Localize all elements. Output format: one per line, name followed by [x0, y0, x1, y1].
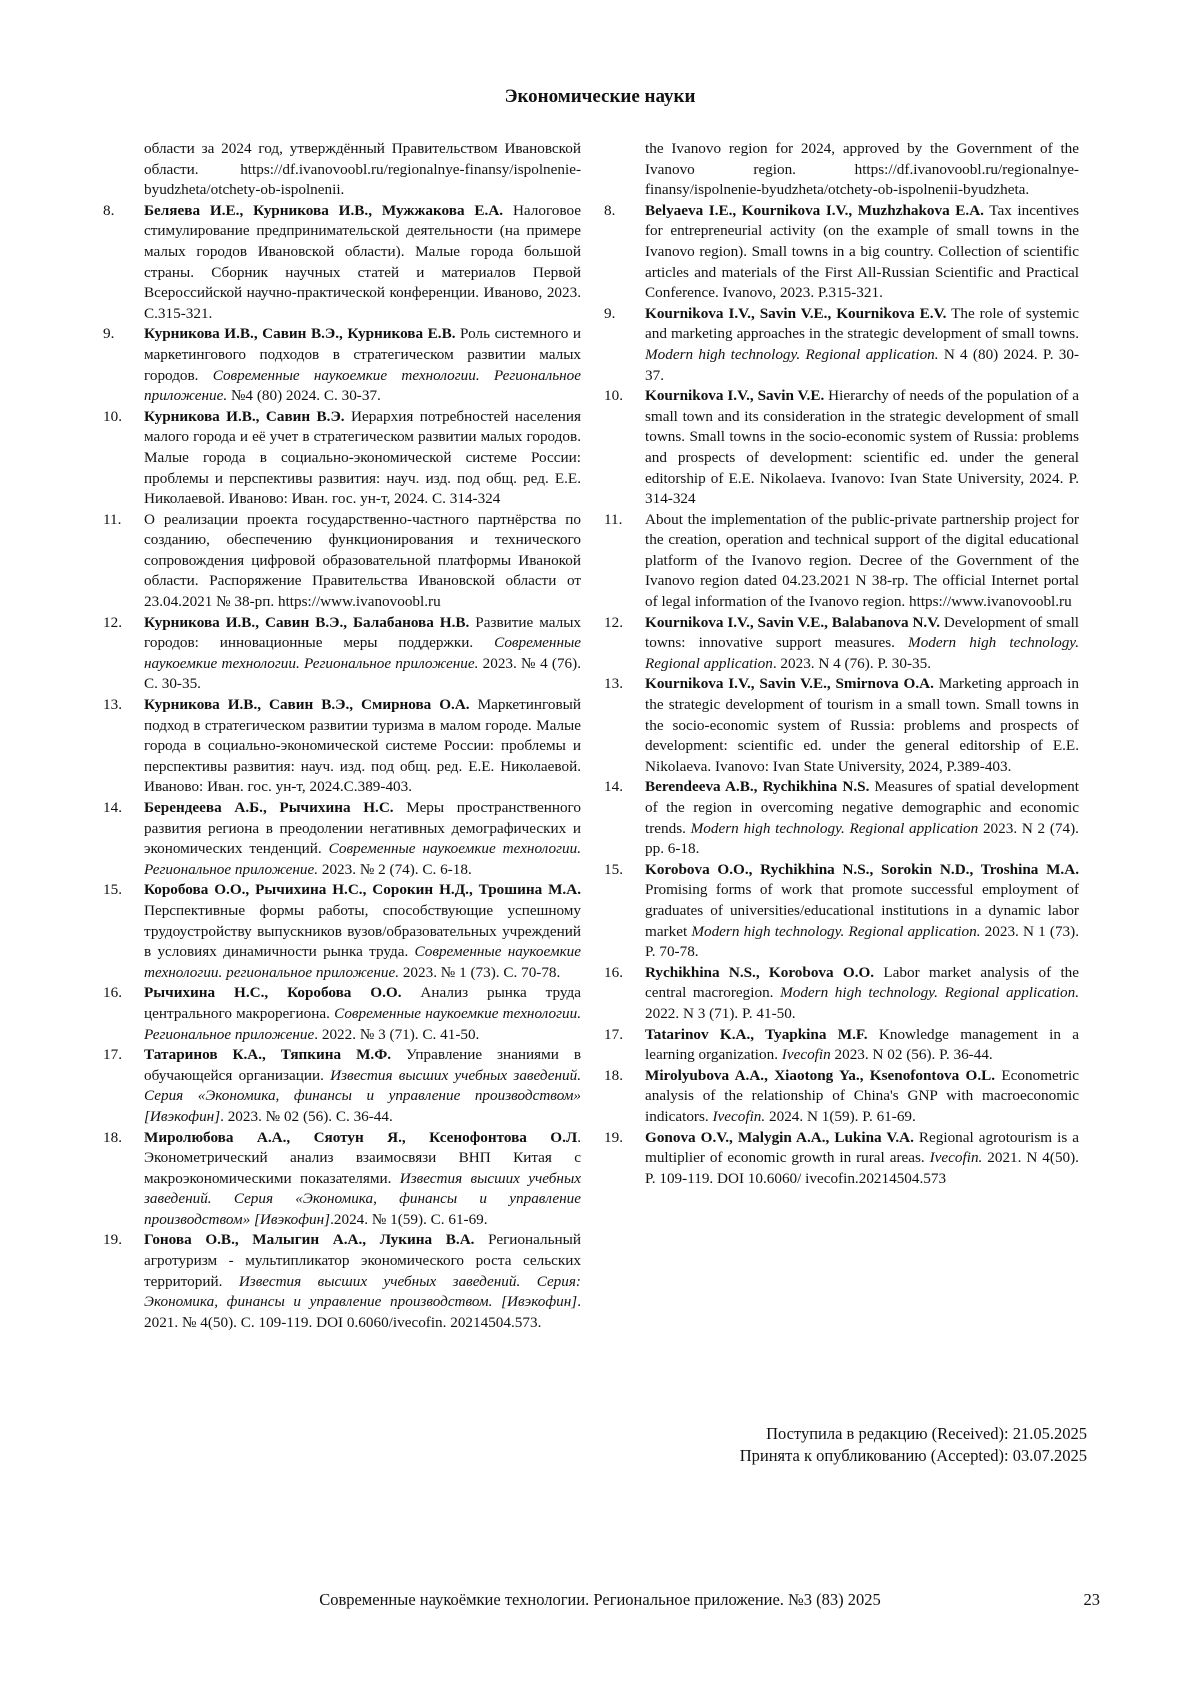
reference-authors: Kournikova I.V., Savin V.E., Kournikova E.V.	[645, 304, 947, 322]
reference-text: .2024. № 1(59). С. 61-69.	[330, 1210, 488, 1228]
reference-text: 2023. № 1 (73). С. 70-78.	[399, 963, 561, 981]
reference-item	[103, 695, 581, 798]
reference-authors: Беляева И.Е., Курникова И.В., Мужжакова Е.А.	[144, 201, 504, 219]
reference-authors: Korobova O.O., Rychikhina N.S., Sorokin N.D., Troshina M.A.	[645, 860, 1079, 878]
reference-authors: Берендеева А.Б., Рычихина Н.С.	[144, 799, 394, 816]
reference-number: 17.	[103, 1046, 122, 1064]
reference-item	[604, 201, 1079, 304]
reference-authors: Курникова И.В., Савин В.Э., Смирнова О.А.	[144, 696, 470, 714]
reference-text: . 2023. N 4 (76). P. 30-35.	[772, 654, 932, 672]
reference-number: 18.	[103, 1128, 122, 1146]
reference-text: N 4 (80) 2024. P. 30-37.	[645, 345, 1079, 384]
reference-item	[103, 510, 581, 613]
reference-item	[103, 880, 581, 983]
reference-text: 2023. N 02 (56). P. 36-44.	[830, 1046, 993, 1064]
reference-text: . 2022. № 3 (71). С. 41-50.	[314, 1025, 480, 1043]
reference-number: 11.	[103, 510, 122, 528]
reference-text: Measures of spatial development of the region in overcoming negative demographic and economic trends.	[645, 778, 1079, 837]
reference-source: Известия высших учебных заведений. Серия: Экономика, финансы и управление производством. [Ивэкофин]	[144, 1272, 581, 1311]
reference-text: О реализации проекта государственно-частного партнёрства по созданию, обеспечению функционирования и технического сопровождения цифровой образовательной платформы Иванокой области. Распоряжение Правительства Ивановской области от 23.04.2021 № 38-рп. https://www.ivanovoobl.ru	[144, 510, 581, 611]
reference-text: About the implementation of the public-private partnership project for the creation, operation and technical support of the digital educational platform of the Ivanovo region. Decree of the Government of the Ivanovo region dated 04.23.2021 N 38-rp. The official Internet portal of legal information of the Ivanovo region. https://www.ivanovoobl.ru	[645, 510, 1079, 611]
reference-number: 14.	[604, 778, 623, 796]
reference-item	[103, 139, 581, 201]
reference-text: 2022. N 3 (71). P. 41-50.	[645, 1004, 796, 1022]
reference-item	[103, 1045, 581, 1127]
reference-source: Ivecofin.	[929, 1149, 983, 1167]
reference-text: Promising forms of work that promote successful employment of graduates of universities/educational institutions in a dynamic labor market	[645, 881, 1079, 940]
reference-number: 18.	[604, 1066, 623, 1084]
reference-text: Налоговое стимулирование предпринимательской деятельности (на примере малых городов Ивановской области). Малые города большой страны. Сборник научных статей и материалов Первой Всероссийской научно-практической конференции. Иваново, 2023. С.315-321.	[144, 201, 581, 322]
reference-authors: Рычихина Н.С., Коробова О.О.	[144, 984, 402, 1002]
reference-source: Modern high technology. Regional application	[690, 819, 979, 837]
reference-text: Региональный агротуризм - мультипликатор экономического роста сельских территорий.	[144, 1231, 581, 1290]
journal-footer: Современные наукоёмкие технологии. Региональное приложение. №3 (83) 2025	[319, 1590, 881, 1609]
reference-item	[604, 1066, 1079, 1128]
reference-authors: Kournikova I.V., Savin V.E.	[645, 387, 825, 405]
reference-number: 15.	[604, 860, 623, 878]
reference-item	[604, 860, 1079, 963]
reference-item	[103, 201, 581, 325]
reference-text: №4 (80) 2024. С. 30-37.	[227, 387, 381, 405]
reference-text: Tax incentives for entrepreneurial activity (on the example of small towns in the Ivanovo region). Small towns in a big country. Collection of scientific articles and materials of the First All-Russian Scientific and Practical Conference. Ivanovo, 2023. P.315-321.	[645, 201, 1079, 302]
reference-text: Анализ рынка труда центрального макрорегиона.	[144, 984, 582, 1022]
reference-number: 19.	[604, 1128, 623, 1146]
reference-text: Development of small towns: innovative support measures.	[645, 613, 1080, 652]
reference-item	[103, 407, 581, 510]
reference-number: 12.	[604, 613, 623, 631]
reference-number: 16.	[103, 984, 122, 1002]
reference-text: Hierarchy of needs of the population of a small town and its consideration in the strategic development of small towns. Small towns in the socio-economic system of Russia: problems and prospects of development: scientific ed. under the general editorship of E.E. Nikolaeva. Ivanovo: Ivan State University, 2024. P. 314-324	[645, 387, 1079, 508]
reference-item	[103, 1230, 581, 1333]
reference-text: Роль системного и маркетингового подходов в стратегическом развитии малых городов.	[144, 325, 582, 384]
reference-number: 9.	[604, 304, 616, 322]
reference-text: 2023. N 2 (74). pp. 6-18.	[645, 819, 1079, 858]
reference-number: 8.	[604, 201, 616, 219]
reference-text: Labor market analysis of the central macroregion.	[645, 963, 1079, 1002]
reference-source: Известия высших учебных заведений. Серия «Экономика, финансы и управление производством» [Ивэкофин]	[144, 1066, 581, 1125]
reference-item	[604, 777, 1079, 859]
reference-authors: Курникова И.В., Савин В.Э., Балабанова Н.В.	[144, 613, 470, 631]
reference-item	[604, 1025, 1079, 1066]
reference-item	[103, 613, 581, 695]
reference-number: 11.	[604, 510, 623, 528]
reference-source: Modern high technology. Regional application.	[691, 922, 981, 940]
reference-text: Маркетинговый подход в стратегическом развитии туризма в малом городе. Малые города в социально-экономической системе России: проблемы и перспективы развития: науч. изд. под общ. ред. Е.Е. Николаевой. Иваново: Иван. гос. ун-т, 2024.С.389-403.	[144, 696, 581, 796]
reference-text: Regional agrotourism is a multiplier of economic growth in rural areas.	[645, 1128, 1079, 1167]
reference-text: 2024. N 1(59). P. 61-69.	[765, 1107, 916, 1125]
reference-item	[604, 963, 1079, 1025]
reference-source: Modern high technology. Regional application.	[780, 984, 1079, 1002]
reference-item	[103, 983, 581, 1045]
reference-source: Современные наукоемкие технологии. Региональное приложение.	[144, 840, 581, 878]
reference-authors: Курникова И.В., Савин В.Э.	[144, 407, 345, 425]
reference-source: Известия высших учебных заведений. Серия «Экономика, финансы и управление производством» [Ивэкофин]	[144, 1169, 581, 1228]
reference-item	[604, 674, 1079, 777]
reference-text: 2023. N 1 (73). P. 70-78.	[645, 922, 1079, 961]
reference-authors: Гонова О.В., Малыгин А.А., Лукина В.А.	[144, 1231, 475, 1249]
reference-text: 2023. № 4 (76). С. 30-35.	[144, 654, 582, 693]
reference-number: 13.	[103, 696, 122, 714]
references-english	[604, 139, 1079, 1189]
reference-authors: Mirolyubova A.A., Xiaotong Ya., Ksenofontova O.L.	[645, 1066, 996, 1084]
reference-source: Современные наукоемкие технологии. Региональное приложение.	[144, 634, 581, 672]
received-date: Поступила в редакцию (Received): 21.05.2025	[766, 1424, 1087, 1443]
reference-number: 17.	[604, 1025, 623, 1043]
reference-text: Иерархия потребностей населения малого города и её учет в стратегическом развитии малых городов. Малые города в социально-экономической системе России: проблемы и перспективы развития: науч. изд. под общ. ред. Е.Е. Николаевой. Иваново: Иван. гос. ун-т, 2024. С. 314-324	[144, 407, 581, 508]
reference-item	[604, 304, 1079, 386]
reference-item	[604, 613, 1079, 675]
reference-authors: Татаринов К.А., Тяпкина М.Ф.	[144, 1046, 392, 1064]
reference-text: Marketing approach in the strategic development of tourism in a small town. Small towns in the socio-economic system of Russia: problems and prospects of development: scientific ed. under the general editorship of E.E. Nikolaeva. Ivanovo: Ivan State University, 2024, P.389-403.	[645, 675, 1079, 775]
reference-number: 10.	[604, 387, 623, 405]
reference-item	[103, 324, 581, 406]
section-header: Экономические науки	[504, 86, 696, 107]
references-russian	[103, 139, 581, 1333]
reference-authors: Kournikova I.V., Savin V.E., Balabanova N.V.	[645, 613, 941, 631]
reference-text: Развитие малых городов: инновационные меры поддержки.	[144, 613, 581, 652]
reference-text: . 2023. № 02 (56). С. 36-44.	[220, 1107, 393, 1125]
reference-source: Modern high technology. Regional application.	[645, 345, 939, 363]
reference-number: 19.	[103, 1231, 122, 1249]
reference-number: 13.	[604, 675, 623, 693]
reference-source: Современные наукоемкие технологии. региональное приложение.	[144, 943, 582, 981]
reference-text: 2021. N 4(50). P. 109-119. DOI 10.6060/ ivecofin.20214504.573	[645, 1149, 1079, 1187]
reference-number: 16.	[604, 963, 623, 981]
submission-dates	[740, 1423, 1087, 1467]
reference-text: Меры пространственного развития региона в преодолении негативных демографических и экономических тенденций.	[144, 799, 581, 858]
page-number: 23	[1083, 1590, 1100, 1609]
reference-authors: Kournikova I.V., Savin V.E., Smirnova O.A.	[645, 675, 934, 693]
reference-text: области за 2024 год, утверждённый Правительством Ивановской области. https://df.ivanovoobl.ru/regionalnye-finansy/ispolnenie-byudzheta/otchety-ob-ispolnenii.	[144, 140, 581, 199]
reference-authors: Belyaeva I.E., Kournikova I.V., Muzhzhakova E.A.	[645, 201, 984, 219]
reference-text: the Ivanovo region for 2024, approved by the Government of the Ivanovo region. https://df.ivanovoobl.ru/regionalnye-finansy/ispolnenie-byudzheta/otchety-ob-ispolnenii-byudzheta.	[645, 140, 1079, 199]
accepted-date: Принята к опубликованию (Accepted): 03.07.2025	[739, 1446, 1087, 1465]
reference-number: 10.	[103, 407, 122, 425]
reference-number: 14.	[103, 799, 122, 816]
reference-text: . 2021. № 4(50). С. 109-119. DOI 0.6060/ivecofin. 20214504.573.	[144, 1293, 581, 1331]
reference-number: 12.	[103, 613, 122, 631]
reference-item	[604, 386, 1079, 510]
reference-text: Управление знаниями в обучающейся организации.	[144, 1046, 582, 1084]
reference-item	[604, 139, 1079, 201]
reference-text: Econometric analysis of the relationship of China's GNP with macroeconomic indicators.	[645, 1066, 1079, 1125]
reference-authors: Миролюбова А.А., Сяотун Я., Ксенофонтова О.Л	[144, 1128, 578, 1146]
reference-authors: Tatarinov K.A., Tyapkina M.F.	[645, 1025, 868, 1043]
reference-item	[604, 1128, 1079, 1190]
reference-text: . Эконометрический анализ взаимосвязи ВНП Китая с макроэкономическими показателями.	[144, 1128, 581, 1187]
reference-authors: Gonova O.V., Malygin A.A., Lukina V.A.	[645, 1128, 914, 1146]
reference-number: 8.	[103, 201, 115, 219]
reference-authors: Коробова О.О., Рычихина Н.С., Сорокин Н.Д., Трошина М.А.	[144, 881, 581, 899]
reference-source: Modern high technology. Regional application	[645, 634, 1079, 672]
reference-authors: Курникова И.В., Савин В.Э., Курникова Е.В.	[144, 325, 456, 343]
reference-number: 9.	[103, 325, 115, 343]
reference-source: Ivecofin	[781, 1046, 831, 1064]
reference-text: Перспективные формы работы, способствующие успешному трудоустройству выпускников вузов/образовательных учреждений в условиях динамичности рынка труда.	[144, 901, 581, 961]
reference-text: 2023. № 2 (74). С. 6-18.	[318, 860, 472, 878]
reference-text: The role of systemic and marketing approaches in the strategic development of small towns.	[645, 304, 1080, 343]
reference-item	[103, 1128, 581, 1231]
reference-number: 15.	[103, 881, 122, 899]
reference-item	[604, 510, 1079, 613]
reference-item	[103, 798, 581, 880]
reference-source: Современные наукоемкие технологии. Региональное приложение.	[144, 366, 581, 405]
reference-source: Ivecofin.	[712, 1107, 766, 1125]
reference-source: Современные наукоемкие технологии. Региональное приложение	[144, 1004, 581, 1043]
reference-authors: Rychikhina N.S., Korobova O.O.	[645, 963, 875, 981]
reference-text: Knowledge management in a learning organization.	[645, 1025, 1079, 1064]
reference-authors: Berendeeva A.B., Rychikhina N.S.	[645, 778, 870, 796]
